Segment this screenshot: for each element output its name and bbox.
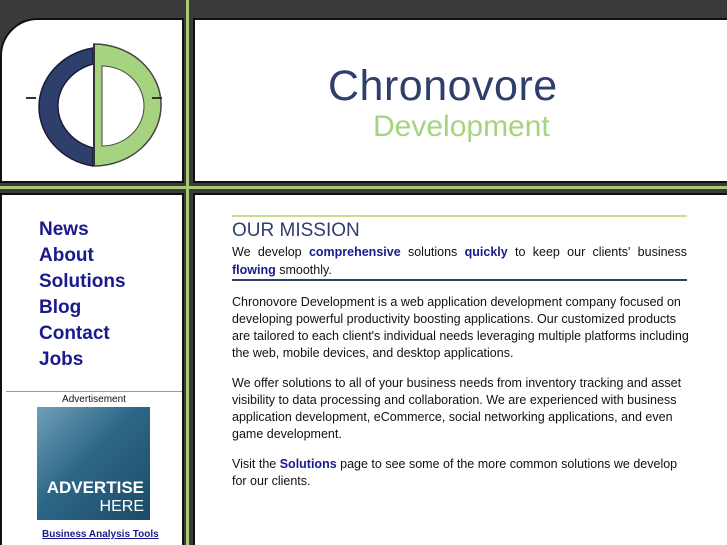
main-content	[193, 193, 727, 545]
logo-panel	[0, 18, 184, 183]
site-header	[193, 18, 727, 183]
nav-contact[interactable]: Contact	[39, 323, 110, 344]
keyword-flowing: flowing	[232, 263, 276, 277]
nav-news[interactable]: News	[39, 219, 89, 240]
mission-heading: OUR MISSION	[232, 220, 360, 241]
frame-horizontal-line	[0, 186, 727, 189]
top-bar	[0, 0, 727, 20]
main-nav	[39, 217, 126, 373]
sidebar-divider	[6, 391, 182, 392]
nav-jobs[interactable]: Jobs	[39, 349, 84, 370]
intro-paragraph: Chronovore Development is a web application development company focused on developing powerful productivity boosting applications. Our customized products are tailored to each client's individual needs leveraging multiple platforms including the web, mobile devices, and desktop applications.	[232, 295, 689, 360]
services-paragraph: We offer solutions to all of your business needs from inventory tracking and asset visibility to data processing and collaboration. We are experienced with business application development, eCommerce, social networking applications, and even game development.	[232, 376, 682, 441]
solutions-paragraph: Visit the Solutions page to see some of the more common solutions we develop for our clients.	[232, 457, 678, 488]
nav-about[interactable]: About	[39, 245, 94, 266]
mission-statement: We develop comprehensive solutions quickly to keep our clients' business flowing smoothly.	[232, 245, 688, 277]
advertise-here-banner[interactable]	[37, 407, 150, 520]
keyword-quickly: quickly	[464, 245, 508, 259]
ad-label: Advertisement	[62, 394, 126, 405]
keyword-comprehensive: comprehensive	[308, 245, 401, 259]
nav-blog[interactable]: Blog	[39, 297, 82, 318]
ad-line-2: HERE	[99, 498, 144, 515]
frame-vertical-line	[186, 0, 189, 545]
mission-divider-bottom	[232, 279, 687, 281]
sidebar	[0, 193, 184, 545]
mission-divider-top	[232, 215, 687, 217]
business-analysis-link[interactable]: Business Analysis Tools	[42, 529, 159, 540]
solutions-link[interactable]: Solutions	[279, 457, 337, 471]
logo-icon	[2, 20, 182, 181]
site-subtitle: Development	[373, 110, 550, 143]
nav-solutions[interactable]: Solutions	[39, 271, 126, 292]
ad-line-1: ADVERTISE	[46, 478, 144, 497]
site-title: Chronovore	[328, 62, 558, 110]
